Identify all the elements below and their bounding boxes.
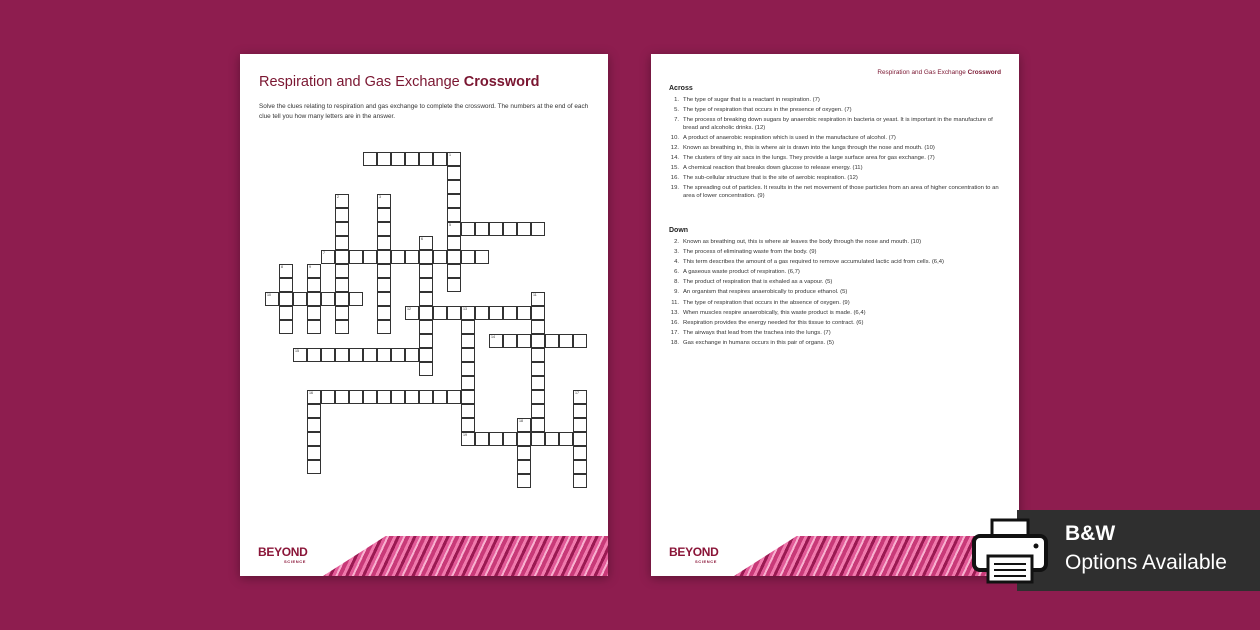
crossword-cell[interactable] bbox=[573, 460, 587, 474]
crossword-cell[interactable] bbox=[391, 348, 405, 362]
crossword-cell[interactable] bbox=[489, 306, 503, 320]
crossword-cell[interactable] bbox=[433, 390, 447, 404]
crossword-cell[interactable] bbox=[279, 292, 293, 306]
clue-number: 17. bbox=[670, 329, 679, 336]
crossword-cell[interactable] bbox=[293, 292, 307, 306]
crossword-cell[interactable] bbox=[489, 334, 503, 348]
crossword-cell[interactable] bbox=[307, 460, 321, 474]
crossword-cell[interactable] bbox=[307, 306, 321, 320]
clue-text: The airways that lead from the trachea into the lungs. (7) bbox=[683, 329, 831, 336]
cell-number: 12 bbox=[407, 307, 411, 311]
crossword-cell[interactable] bbox=[419, 250, 433, 264]
crossword-cell[interactable] bbox=[335, 264, 349, 278]
crossword-cell[interactable] bbox=[447, 250, 461, 264]
clue-number: 13. bbox=[670, 309, 679, 316]
clue-number: 15. bbox=[670, 164, 679, 171]
clue-text: The product of respiration that is exhaled as a vapour. (5) bbox=[683, 279, 833, 286]
crossword-cell[interactable] bbox=[419, 320, 433, 334]
clue-item bbox=[669, 239, 1004, 246]
crossword-cell[interactable] bbox=[335, 236, 349, 250]
crossword-cell[interactable] bbox=[419, 264, 433, 278]
crossword-cell[interactable] bbox=[447, 194, 461, 208]
crossword-cell[interactable] bbox=[531, 432, 545, 446]
crossword-cell[interactable] bbox=[433, 306, 447, 320]
crossword-cell[interactable] bbox=[349, 348, 363, 362]
crossword-cell[interactable] bbox=[391, 250, 405, 264]
crossword-cell[interactable] bbox=[475, 432, 489, 446]
clue-text: The type of respiration that occurs in the absence of oxygen. (9) bbox=[683, 299, 850, 306]
crossword-cell[interactable] bbox=[461, 418, 475, 432]
clue-text: When muscles respire anaerobically, this waste product is made. (6,4) bbox=[683, 309, 866, 316]
cell-number: 13 bbox=[463, 307, 467, 311]
crossword-cell[interactable] bbox=[489, 432, 503, 446]
cell-number: 8 bbox=[281, 265, 283, 269]
cell-number: 10 bbox=[267, 293, 271, 297]
crossword-grid-page bbox=[240, 54, 608, 576]
clue-number: 6. bbox=[674, 269, 679, 276]
clue-text: The spreading out of particles. It results in the net movement of those particles from an area of higher concentration to an area of lower concentration. (9) bbox=[683, 185, 999, 199]
clue-number: 11. bbox=[671, 299, 679, 306]
clue-item bbox=[669, 175, 1004, 182]
crossword-cell[interactable] bbox=[391, 152, 405, 166]
crossword-cell[interactable] bbox=[447, 208, 461, 222]
clue-item bbox=[669, 289, 1004, 296]
crossword-cell[interactable] bbox=[531, 222, 545, 236]
crossword-cell[interactable] bbox=[447, 180, 461, 194]
cell-number: 17 bbox=[575, 391, 579, 395]
crossword-cell[interactable] bbox=[377, 320, 391, 334]
crossword-cell[interactable] bbox=[321, 250, 335, 264]
clue-text: Known as breathing in, this is where air is drawn into the lungs through the nose and mouth. (10) bbox=[683, 144, 935, 151]
crossword-cell[interactable] bbox=[307, 404, 321, 418]
crossword-cell[interactable] bbox=[419, 334, 433, 348]
crossword-cell[interactable] bbox=[279, 264, 293, 278]
clue-item bbox=[669, 320, 1004, 327]
crossword-clues-page bbox=[651, 54, 1019, 576]
clue-number: 14. bbox=[670, 154, 679, 161]
crossword-cell[interactable] bbox=[419, 348, 433, 362]
crossword-cell[interactable] bbox=[419, 152, 433, 166]
crossword-cell[interactable] bbox=[559, 334, 573, 348]
crossword-cell[interactable] bbox=[321, 348, 335, 362]
crossword-cell[interactable] bbox=[307, 264, 321, 278]
clue-text: The sub-cellular structure that is the site of aerobic respiration. (12) bbox=[683, 175, 858, 182]
clue-number: 16. bbox=[670, 319, 679, 326]
clue-number: 1. bbox=[674, 97, 679, 103]
crossword-cell[interactable] bbox=[545, 432, 559, 446]
crossword-cell[interactable] bbox=[461, 348, 475, 362]
crossword-cell[interactable] bbox=[573, 446, 587, 460]
clue-text: A product of anaerobic respiration which is used in the manufacture of alcohol. (7) bbox=[683, 134, 896, 141]
cell-number: 3 bbox=[379, 195, 381, 199]
cell-number: 11 bbox=[533, 293, 537, 297]
clue-text: A chemical reaction that breaks down glucose to release energy. (11) bbox=[683, 164, 863, 171]
crossword-cell[interactable] bbox=[573, 474, 587, 488]
crossword-cell[interactable] bbox=[531, 334, 545, 348]
clue-number: 7. bbox=[674, 117, 679, 124]
crossword-cell[interactable] bbox=[377, 194, 391, 208]
crossword-cell[interactable] bbox=[419, 306, 433, 320]
crossword-cell[interactable] bbox=[419, 278, 433, 292]
crossword-cell[interactable] bbox=[405, 390, 419, 404]
crossword-cell[interactable] bbox=[349, 250, 363, 264]
crossword-cell[interactable] bbox=[531, 320, 545, 334]
clue-item bbox=[669, 185, 1004, 200]
decorative-banner bbox=[323, 536, 608, 576]
crossword-cell[interactable] bbox=[531, 404, 545, 418]
intro-text: Solve the clues relating to respiration and gas exchange to complete the crossword. The numbers at the end of each clue tell you how many letters are in the answer. bbox=[259, 103, 589, 120]
clue-number: 5. bbox=[674, 107, 679, 114]
cell-number: 14 bbox=[491, 335, 495, 339]
crossword-cell[interactable] bbox=[531, 362, 545, 376]
crossword-cell[interactable] bbox=[503, 432, 517, 446]
crossword-cell[interactable] bbox=[447, 236, 461, 250]
badge-line-2: Options Available bbox=[1065, 551, 1227, 574]
beyond-science-logo: BEYOND SCIENCE bbox=[669, 545, 719, 564]
crossword-cell[interactable] bbox=[545, 334, 559, 348]
crossword-cell[interactable] bbox=[419, 292, 433, 306]
crossword-cell[interactable] bbox=[503, 222, 517, 236]
crossword-cell[interactable] bbox=[461, 362, 475, 376]
running-header: Respiration and Gas Exchange Crossword bbox=[877, 69, 1001, 76]
crossword-cell[interactable] bbox=[335, 222, 349, 236]
crossword-cell[interactable] bbox=[377, 292, 391, 306]
crossword-cell[interactable] bbox=[377, 390, 391, 404]
crossword-cell[interactable] bbox=[321, 292, 335, 306]
crossword-cell[interactable] bbox=[461, 306, 475, 320]
crossword-cell[interactable] bbox=[307, 390, 321, 404]
clue-item bbox=[669, 135, 1004, 142]
clue-text: The process of breaking down sugars by anaerobic respiration in bacteria or yeast. It is important in the manufacture of bread and alcoholic drinks. (12) bbox=[683, 117, 993, 131]
crossword-cell[interactable] bbox=[447, 278, 461, 292]
crossword-cell[interactable] bbox=[475, 306, 489, 320]
clue-number: 2. bbox=[674, 239, 679, 245]
clue-number: 4. bbox=[674, 259, 679, 266]
clue-number: 16. bbox=[670, 175, 679, 182]
crossword-cell[interactable] bbox=[517, 334, 531, 348]
down-heading: Down bbox=[669, 227, 689, 234]
crossword-cell[interactable] bbox=[307, 446, 321, 460]
crossword-cell[interactable] bbox=[447, 166, 461, 180]
clue-item bbox=[669, 155, 1004, 162]
crossword-cell[interactable] bbox=[419, 236, 433, 250]
clue-number: 3. bbox=[674, 249, 679, 256]
cell-number: 7 bbox=[323, 251, 325, 255]
crossword-cell[interactable] bbox=[265, 292, 279, 306]
crossword-cell[interactable] bbox=[377, 222, 391, 236]
crossword-cell[interactable] bbox=[461, 222, 475, 236]
crossword-cell[interactable] bbox=[377, 208, 391, 222]
crossword-cell[interactable] bbox=[447, 306, 461, 320]
crossword-cell[interactable] bbox=[335, 208, 349, 222]
crossword-cell[interactable] bbox=[335, 278, 349, 292]
page-footer bbox=[240, 536, 608, 576]
clue-item bbox=[669, 269, 1004, 276]
crossword-cell[interactable] bbox=[433, 152, 447, 166]
clue-number: 12. bbox=[670, 144, 679, 151]
crossword-cell[interactable] bbox=[531, 418, 545, 432]
clue-item bbox=[669, 165, 1004, 172]
crossword-cell[interactable] bbox=[307, 320, 321, 334]
down-clue-list bbox=[669, 239, 1004, 350]
crossword-cell[interactable] bbox=[531, 348, 545, 362]
crossword-cell[interactable] bbox=[517, 306, 531, 320]
clue-text: The type of sugar that is a reactant in respiration. (7) bbox=[683, 97, 820, 103]
cell-number: 19 bbox=[463, 433, 467, 437]
crossword-cell[interactable] bbox=[461, 404, 475, 418]
crossword-cell[interactable] bbox=[349, 390, 363, 404]
crossword-cell[interactable] bbox=[503, 306, 517, 320]
crossword-cell[interactable] bbox=[461, 320, 475, 334]
crossword-cell[interactable] bbox=[419, 362, 433, 376]
page-footer bbox=[651, 536, 1019, 576]
clue-number: 8. bbox=[674, 279, 679, 286]
crossword-cell[interactable] bbox=[279, 306, 293, 320]
clue-item bbox=[669, 310, 1004, 317]
crossword-cell[interactable] bbox=[517, 460, 531, 474]
clue-item bbox=[669, 249, 1004, 256]
crossword-grid bbox=[240, 54, 608, 494]
clue-text: Known as breathing out, this is where air leaves the body through the nose and mouth. (10) bbox=[683, 239, 922, 245]
badge-line-1: B&W bbox=[1065, 522, 1116, 545]
cell-number: 2 bbox=[337, 195, 339, 199]
crossword-cell[interactable] bbox=[573, 432, 587, 446]
clue-item bbox=[669, 117, 1004, 132]
crossword-cell[interactable] bbox=[405, 306, 419, 320]
crossword-cell[interactable] bbox=[279, 320, 293, 334]
clue-item bbox=[669, 259, 1004, 266]
cell-number: 9 bbox=[309, 265, 311, 269]
clue-item bbox=[669, 300, 1004, 307]
across-clue-list bbox=[669, 97, 1004, 203]
crossword-cell[interactable] bbox=[391, 390, 405, 404]
cell-number: 18 bbox=[519, 419, 523, 423]
crossword-cell[interactable] bbox=[377, 250, 391, 264]
crossword-cell[interactable] bbox=[573, 334, 587, 348]
crossword-cell[interactable] bbox=[335, 292, 349, 306]
crossword-cell[interactable] bbox=[377, 278, 391, 292]
crossword-cell[interactable] bbox=[517, 418, 531, 432]
crossword-cell[interactable] bbox=[461, 334, 475, 348]
crossword-cell[interactable] bbox=[447, 152, 461, 166]
crossword-cell[interactable] bbox=[335, 250, 349, 264]
crossword-cell[interactable] bbox=[461, 432, 475, 446]
crossword-cell[interactable] bbox=[419, 390, 433, 404]
crossword-cell[interactable] bbox=[307, 348, 321, 362]
clue-text: Gas exchange in humans occurs in this pair of organs. (5) bbox=[683, 339, 834, 346]
crossword-cell[interactable] bbox=[335, 320, 349, 334]
crossword-cell[interactable] bbox=[335, 306, 349, 320]
clue-item bbox=[669, 145, 1004, 152]
clue-item bbox=[669, 107, 1004, 114]
crossword-cell[interactable] bbox=[363, 348, 377, 362]
crossword-cell[interactable] bbox=[573, 390, 587, 404]
crossword-cell[interactable] bbox=[531, 376, 545, 390]
crossword-cell[interactable] bbox=[573, 404, 587, 418]
crossword-cell[interactable] bbox=[377, 236, 391, 250]
cell-number: 15 bbox=[295, 349, 299, 353]
crossword-cell[interactable] bbox=[559, 432, 573, 446]
crossword-cell[interactable] bbox=[475, 250, 489, 264]
crossword-cell[interactable] bbox=[517, 432, 531, 446]
crossword-cell[interactable] bbox=[475, 222, 489, 236]
across-heading: Across bbox=[669, 85, 693, 92]
cell-number: 1 bbox=[449, 153, 451, 157]
crossword-cell[interactable] bbox=[405, 250, 419, 264]
page-title: Respiration and Gas Exchange Crossword bbox=[259, 74, 540, 90]
crossword-cell[interactable] bbox=[433, 250, 447, 264]
crossword-cell[interactable] bbox=[335, 194, 349, 208]
clue-item bbox=[669, 279, 1004, 286]
clue-text: The type of respiration that occurs in the presence of oxygen. (7) bbox=[683, 107, 852, 114]
crossword-cell[interactable] bbox=[531, 292, 545, 306]
clue-text: A gaseous waste product of respiration. (6,7) bbox=[683, 269, 800, 276]
crossword-cell[interactable] bbox=[335, 348, 349, 362]
crossword-cell[interactable] bbox=[517, 474, 531, 488]
crossword-cell[interactable] bbox=[461, 390, 475, 404]
cell-number: 16 bbox=[309, 391, 313, 395]
crossword-cell[interactable] bbox=[517, 222, 531, 236]
crossword-cell[interactable] bbox=[573, 418, 587, 432]
crossword-cell[interactable] bbox=[363, 250, 377, 264]
clue-item bbox=[669, 97, 1004, 104]
clue-item bbox=[669, 340, 1004, 347]
crossword-cell[interactable] bbox=[377, 152, 391, 166]
crossword-cell[interactable] bbox=[279, 278, 293, 292]
crossword-cell[interactable] bbox=[503, 334, 517, 348]
clue-number: 9. bbox=[674, 289, 679, 296]
crossword-cell[interactable] bbox=[335, 390, 349, 404]
clue-text: Respiration provides the energy needed for this tissue to contract. (6) bbox=[683, 319, 864, 326]
crossword-cell[interactable] bbox=[363, 152, 377, 166]
clue-item bbox=[669, 330, 1004, 337]
crossword-cell[interactable] bbox=[307, 278, 321, 292]
crossword-cell[interactable] bbox=[377, 306, 391, 320]
crossword-cell[interactable] bbox=[405, 348, 419, 362]
clue-number: 10. bbox=[670, 134, 679, 141]
crossword-cell[interactable] bbox=[293, 348, 307, 362]
crossword-cell[interactable] bbox=[461, 376, 475, 390]
crossword-cell[interactable] bbox=[377, 348, 391, 362]
crossword-cell[interactable] bbox=[461, 250, 475, 264]
crossword-cell[interactable] bbox=[307, 292, 321, 306]
crossword-cell[interactable] bbox=[363, 390, 377, 404]
clue-number: 19. bbox=[670, 185, 679, 192]
crossword-cell[interactable] bbox=[447, 222, 461, 236]
clue-text: The clusters of tiny air sacs in the lungs. They provide a large surface area for gas exchange. (7) bbox=[683, 154, 935, 161]
beyond-science-logo: BEYOND SCIENCE bbox=[258, 545, 308, 564]
crossword-cell[interactable] bbox=[405, 152, 419, 166]
crossword-cell[interactable] bbox=[321, 390, 335, 404]
crossword-cell[interactable] bbox=[349, 292, 363, 306]
crossword-cell[interactable] bbox=[447, 264, 461, 278]
crossword-cell[interactable] bbox=[377, 264, 391, 278]
printer-icon bbox=[966, 516, 1056, 586]
clue-text: An organism that respires anaerobically to produce ethanol. (5) bbox=[683, 289, 848, 296]
crossword-cell[interactable] bbox=[489, 222, 503, 236]
cell-number: 6 bbox=[421, 237, 423, 241]
clue-number: 18. bbox=[670, 339, 679, 346]
cell-number: 5 bbox=[449, 223, 451, 227]
clue-text: The process of eliminating waste from the body. (9) bbox=[683, 249, 817, 256]
crossword-cell[interactable] bbox=[531, 390, 545, 404]
crossword-cell[interactable] bbox=[307, 418, 321, 432]
crossword-cell[interactable] bbox=[307, 432, 321, 446]
crossword-cell[interactable] bbox=[517, 446, 531, 460]
crossword-cell[interactable] bbox=[531, 306, 545, 320]
crossword-cell[interactable] bbox=[447, 390, 461, 404]
clue-text: This term describes the amount of a gas required to remove accumulated lactic acid from cells. (6,4) bbox=[683, 259, 944, 266]
